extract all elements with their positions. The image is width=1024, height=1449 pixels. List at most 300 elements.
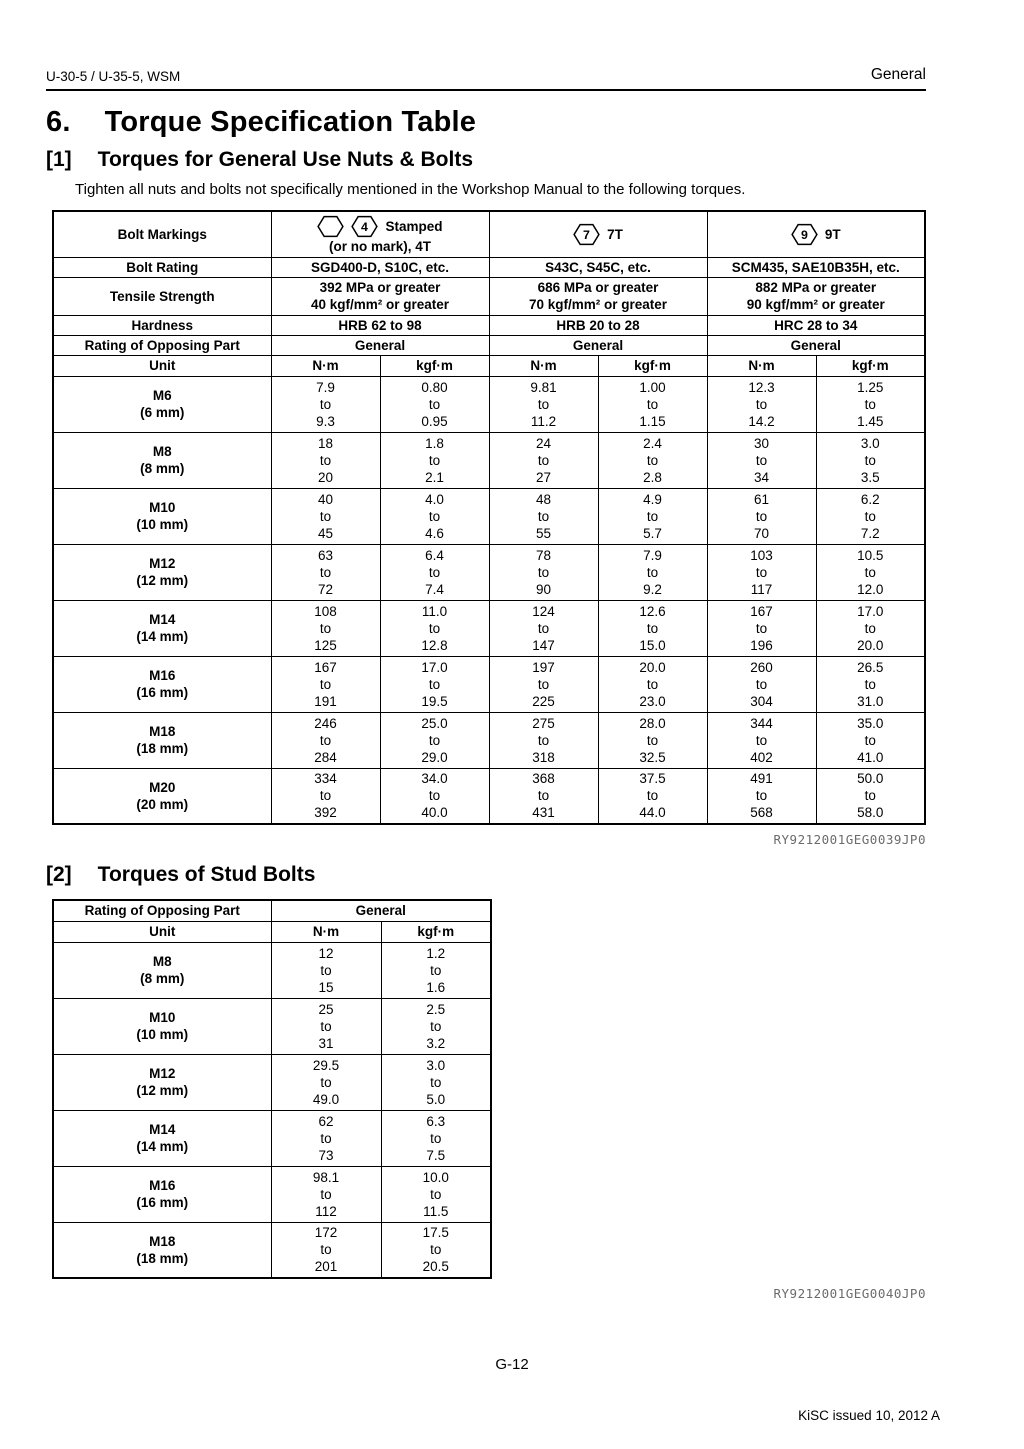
torque-max: 1.15 <box>639 413 666 429</box>
hardness-value: HRB 20 to 28 <box>489 315 707 335</box>
torque-max: 23.0 <box>639 693 666 709</box>
bolt-size-cell <box>53 1166 271 1222</box>
torque-max: 2.8 <box>643 469 662 485</box>
marking-9t-cell <box>707 211 925 257</box>
range-to-label: to <box>428 564 441 580</box>
torque-max: 191 <box>314 693 337 709</box>
torque-range-cell <box>707 656 816 712</box>
torque-max: 45 <box>317 525 334 541</box>
table-row <box>53 488 925 544</box>
torque-min: 6.4 <box>425 547 444 563</box>
torque-min: 10.5 <box>857 547 884 563</box>
bolt-size-cell <box>53 942 271 998</box>
torque-max: 90 <box>535 581 552 597</box>
general-torque-table-head <box>53 211 925 376</box>
tensile-line2: 70 kgf/mm² or greater <box>528 297 668 312</box>
torque-range-cell <box>489 488 598 544</box>
torque-range-cell <box>380 600 489 656</box>
torque-max: 3.2 <box>426 1035 446 1051</box>
torque-min: 25 <box>318 1001 334 1017</box>
bolt-size-mm: (14 mm) <box>136 629 189 644</box>
torque-max: 14.2 <box>748 413 775 429</box>
bolt-size-cell <box>53 998 271 1054</box>
range-to-label: to <box>319 396 332 412</box>
bolt-size-mm: (12 mm) <box>136 573 189 588</box>
range-to-label: to <box>646 788 659 804</box>
torque-max: 5.0 <box>426 1091 446 1107</box>
torque-min: 491 <box>750 771 773 787</box>
bolt-size: M18 <box>149 1233 176 1249</box>
hardness-value: HRC 28 to 34 <box>707 315 925 335</box>
torque-max: 20.0 <box>857 637 884 653</box>
torque-max: 31.0 <box>857 693 884 709</box>
torque-range-cell <box>380 712 489 768</box>
torque-min: 2.4 <box>643 435 662 451</box>
range-to-label: to <box>864 676 876 692</box>
range-to-label: to <box>319 508 332 524</box>
general-torque-table <box>52 210 926 825</box>
range-to-label: to <box>428 396 441 412</box>
torque-range-cell <box>489 656 598 712</box>
torque-max: 5.7 <box>643 525 662 541</box>
subsection-2-number: [2] <box>46 863 72 886</box>
page-title <box>46 106 926 139</box>
torque-min: 1.2 <box>426 945 446 961</box>
torque-range-cell <box>598 432 707 488</box>
torque-range-cell <box>816 600 925 656</box>
torque-min: 63 <box>317 547 334 563</box>
marking-text-2: (or no mark), 4T <box>328 238 431 254</box>
tensile-line1: 686 MPa or greater <box>537 280 659 295</box>
bolt-size: M18 <box>149 724 176 739</box>
torque-min: 260 <box>750 659 773 675</box>
torque-min: 25.0 <box>421 715 448 731</box>
range-to-label: to <box>430 1130 442 1146</box>
bolt-size-mm: (12 mm) <box>136 1083 189 1098</box>
bolt-size-mm: (6 mm) <box>140 405 185 420</box>
rating-of-opposing-part-row <box>53 335 925 355</box>
torque-min: 103 <box>750 547 773 563</box>
torque-min: 24 <box>535 435 552 451</box>
torque-min: 98.1 <box>312 1169 340 1185</box>
range-to-label: to <box>319 676 332 692</box>
row-header-tensile-strength: Tensile Strength <box>53 277 271 315</box>
section-title: Torque Specification Table <box>104 106 477 138</box>
range-to-label: to <box>430 1186 442 1202</box>
torque-range-cell <box>271 712 380 768</box>
range-to-label: to <box>646 732 659 748</box>
subsection-2-heading <box>46 863 926 887</box>
bolt-rating-value: SCM435, SAE10B35H, etc. <box>707 257 925 277</box>
hexagon-4-icon <box>351 215 378 238</box>
range-to-label: to <box>646 676 659 692</box>
torque-min: 6.3 <box>426 1113 446 1129</box>
unit-nm-header: N·m <box>271 921 381 942</box>
torque-max: 1.45 <box>857 413 884 429</box>
torque-range-cell <box>380 376 489 432</box>
tensile-value <box>271 277 489 315</box>
hardness-value: HRB 62 to 98 <box>271 315 489 335</box>
torque-range-cell <box>598 376 707 432</box>
torque-min: 20.0 <box>639 659 666 675</box>
torque-range-cell <box>816 376 925 432</box>
table-row <box>53 942 491 998</box>
torque-min: 2.5 <box>426 1001 446 1017</box>
range-to-label: to <box>755 508 768 524</box>
range-to-label: to <box>864 788 876 804</box>
opposing-part-value: General <box>707 335 925 355</box>
bolt-rating-value: S43C, S45C, etc. <box>489 257 707 277</box>
marking-text: Stamped <box>385 218 443 234</box>
torque-range-cell <box>271 1222 381 1278</box>
range-to-label: to <box>537 452 550 468</box>
torque-min: 37.5 <box>639 771 666 787</box>
torque-max: 34 <box>753 469 770 485</box>
torque-max: 20.5 <box>422 1259 449 1275</box>
bolt-size-mm: (10 mm) <box>136 1027 189 1042</box>
torque-min: 35.0 <box>857 715 884 731</box>
torque-range-cell <box>381 998 491 1054</box>
torque-range-cell <box>816 544 925 600</box>
torque-min: 7.9 <box>316 379 335 395</box>
torque-range-cell <box>381 1110 491 1166</box>
section-number: 6. <box>46 106 71 138</box>
torque-max: 11.2 <box>530 413 557 429</box>
tensile-line2: 90 kgf/mm² or greater <box>746 297 885 312</box>
range-to-label: to <box>428 508 441 524</box>
table-row <box>53 600 925 656</box>
torque-range-cell <box>598 656 707 712</box>
intro-text: Tighten all nuts and bolts not specifically mentioned in the Workshop Manual to the following torques. <box>75 181 746 198</box>
tensile-line2: 40 kgf/mm² or greater <box>310 297 450 312</box>
torque-max: 12.0 <box>857 581 884 597</box>
hexagon-9-icon <box>791 223 818 246</box>
torque-max: 2.1 <box>425 469 444 485</box>
torque-range-cell <box>271 768 380 824</box>
stud-bolt-torque-table <box>52 899 492 1279</box>
range-to-label: to <box>646 564 659 580</box>
torque-range-cell <box>381 1222 491 1278</box>
unit-kgfm-header: kgf·m <box>381 921 491 942</box>
torque-max: 392 <box>314 805 337 821</box>
torque-range-cell <box>816 768 925 824</box>
torque-max: 125 <box>314 637 337 653</box>
range-to-label: to <box>755 564 768 580</box>
marking-7t-cell <box>489 211 707 257</box>
torque-range-cell <box>489 768 598 824</box>
torque-max: 3.5 <box>860 469 880 485</box>
torque-max: 55 <box>535 525 552 541</box>
range-to-label: to <box>864 508 876 524</box>
range-to-label: to <box>320 1018 332 1034</box>
range-to-label: to <box>428 452 441 468</box>
torque-range-cell <box>707 712 816 768</box>
row-header-rating-of-opposing-part: Rating of Opposing Part <box>53 335 271 355</box>
unit-kgfm-header: kgf·m <box>380 355 489 376</box>
unit-nm-header: N·m <box>271 355 380 376</box>
torque-max: 15 <box>318 979 334 995</box>
torque-max: 147 <box>532 637 555 653</box>
torque-max: 9.3 <box>316 413 335 429</box>
bolt-size-mm: (16 mm) <box>136 685 189 700</box>
torque-range-cell <box>707 488 816 544</box>
torque-max: 44.0 <box>639 805 666 821</box>
range-to-label: to <box>319 620 332 636</box>
range-to-label: to <box>755 788 768 804</box>
range-to-label: to <box>320 1074 332 1090</box>
torque-max: 402 <box>750 749 773 765</box>
range-to-label: to <box>864 620 876 636</box>
bolt-size: M6 <box>152 388 172 403</box>
torque-min: 167 <box>750 603 773 619</box>
table-row <box>53 712 925 768</box>
torque-max: 0.95 <box>421 413 448 429</box>
torque-max: 304 <box>750 693 773 709</box>
torque-range-cell <box>271 432 380 488</box>
unit-row <box>53 355 925 376</box>
range-to-label: to <box>537 788 550 804</box>
bolt-size-cell <box>53 544 271 600</box>
table-row <box>53 1222 491 1278</box>
torque-min: 167 <box>314 659 337 675</box>
torque-range-cell <box>271 488 380 544</box>
bolt-size: M12 <box>149 1066 176 1081</box>
torque-range-cell <box>816 432 925 488</box>
bolt-size-mm: (18 mm) <box>136 1250 189 1266</box>
table-row <box>53 1110 491 1166</box>
unit-kgfm-header: kgf·m <box>598 355 707 376</box>
hardness-row <box>53 315 925 335</box>
tensile-line1: 392 MPa or greater <box>319 280 441 295</box>
bolt-size: M16 <box>149 1178 176 1193</box>
torque-range-cell <box>380 768 489 824</box>
torque-min: 17.0 <box>857 603 884 619</box>
torque-range-cell <box>598 600 707 656</box>
range-to-label: to <box>320 1186 332 1202</box>
torque-min: 172 <box>314 1225 338 1241</box>
range-to-label: to <box>428 732 441 748</box>
bolt-size-mm: (8 mm) <box>140 971 185 986</box>
issue-note: KiSC issued 10, 2012 A <box>798 1408 940 1423</box>
tensile-value <box>707 277 925 315</box>
torque-min: 6.2 <box>860 491 880 507</box>
bolt-rating-value: SGD400-D, S10C, etc. <box>271 257 489 277</box>
row-header-bolt-markings: Bolt Markings <box>53 211 271 257</box>
hexagon-4-number: 4 <box>361 219 369 234</box>
bolt-size-cell <box>53 712 271 768</box>
torque-range-cell <box>271 544 380 600</box>
range-to-label: to <box>430 1018 442 1034</box>
torque-range-cell <box>271 600 380 656</box>
bolt-size-mm: (14 mm) <box>136 1139 189 1154</box>
range-to-label: to <box>646 620 659 636</box>
hexagon-7-number: 7 <box>583 227 591 242</box>
bolt-size-cell <box>53 656 271 712</box>
range-to-label: to <box>864 452 876 468</box>
torque-max: 49.0 <box>312 1091 340 1107</box>
range-to-label: to <box>755 620 768 636</box>
torque-range-cell <box>271 376 380 432</box>
torque-min: 28.0 <box>639 715 666 731</box>
torque-min: 61 <box>753 491 770 507</box>
bolt-size-mm: (10 mm) <box>136 517 189 532</box>
bolt-size-mm: (20 mm) <box>136 796 189 812</box>
range-to-label: to <box>320 1130 332 1146</box>
range-to-label: to <box>755 396 768 412</box>
bolt-size-cell <box>53 1222 271 1278</box>
range-to-label: to <box>320 962 332 978</box>
bolt-size: M12 <box>149 556 176 571</box>
range-to-label: to <box>864 732 876 748</box>
bolt-size: M14 <box>149 1122 176 1137</box>
torque-max: 9.2 <box>643 581 662 597</box>
figure-code-2: RY9212001GEG0040JP0 <box>773 1286 926 1301</box>
range-to-label: to <box>319 564 332 580</box>
torque-range-cell <box>380 544 489 600</box>
torque-max: 117 <box>750 581 773 597</box>
opposing-part-value: General <box>271 335 489 355</box>
torque-range-cell <box>271 998 381 1054</box>
torque-range-cell <box>489 600 598 656</box>
table-row <box>53 432 925 488</box>
range-to-label: to <box>646 508 659 524</box>
range-to-label: to <box>537 676 550 692</box>
torque-min: 3.0 <box>860 435 880 451</box>
row-header-unit: Unit <box>53 355 271 376</box>
torque-range-cell <box>707 432 816 488</box>
torque-range-cell <box>707 376 816 432</box>
subsection-1-heading <box>46 148 926 172</box>
tensile-value <box>489 277 707 315</box>
unit-nm-header: N·m <box>707 355 816 376</box>
torque-min: 12.6 <box>639 603 666 619</box>
bolt-size: M10 <box>149 1010 176 1025</box>
torque-range-cell <box>380 432 489 488</box>
torque-min: 124 <box>532 603 555 619</box>
figure-code-1: RY9212001GEG0039JP0 <box>773 832 926 847</box>
torque-min: 78 <box>535 547 552 563</box>
torque-min: 17.0 <box>421 659 448 675</box>
torque-max: 29.0 <box>421 749 448 765</box>
torque-min: 50.0 <box>857 771 884 787</box>
bolt-size-cell <box>53 432 271 488</box>
tensile-strength-row <box>53 277 925 315</box>
torque-max: 7.4 <box>425 581 444 597</box>
torque-min: 9.81 <box>530 379 557 395</box>
torque-min: 48 <box>535 491 552 507</box>
torque-min: 12 <box>318 945 334 961</box>
torque-range-cell <box>489 376 598 432</box>
torque-min: 4.0 <box>425 491 444 507</box>
subsection-2-title: Torques of Stud Bolts <box>97 863 316 886</box>
torque-range-cell <box>271 942 381 998</box>
torque-min: 1.25 <box>857 379 884 395</box>
torque-range-cell <box>816 656 925 712</box>
torque-max: 31 <box>318 1035 334 1051</box>
opposing-part-value: General <box>489 335 707 355</box>
torque-max: 15.0 <box>639 637 666 653</box>
torque-range-cell <box>380 656 489 712</box>
rating-of-opposing-part-row <box>53 900 491 921</box>
bolt-size: M8 <box>152 444 172 459</box>
torque-min: 10.0 <box>422 1169 449 1185</box>
range-to-label: to <box>537 620 550 636</box>
torque-min: 34.0 <box>421 771 448 787</box>
torque-range-cell <box>381 942 491 998</box>
torque-min: 7.9 <box>643 547 662 563</box>
range-to-label: to <box>428 620 441 636</box>
stud-bolt-table-body <box>53 942 491 1278</box>
torque-min: 26.5 <box>857 659 884 675</box>
torque-max: 1.6 <box>426 979 446 995</box>
torque-range-cell <box>598 768 707 824</box>
bolt-rating-row <box>53 257 925 277</box>
table-row <box>53 998 491 1054</box>
bolt-size: M14 <box>149 612 176 627</box>
range-to-label: to <box>430 1242 442 1258</box>
table-row <box>53 376 925 432</box>
torque-max: 201 <box>314 1259 338 1275</box>
range-to-label: to <box>755 676 768 692</box>
torque-min: 29.5 <box>312 1057 340 1073</box>
range-to-label: to <box>319 452 332 468</box>
torque-min: 3.0 <box>426 1057 446 1073</box>
unit-nm-header: N·m <box>489 355 598 376</box>
hexagon-plain-icon <box>317 215 344 238</box>
torque-max: 32.5 <box>639 749 666 765</box>
table-row <box>53 544 925 600</box>
hexagon-7-icon <box>573 223 600 246</box>
torque-range-cell <box>271 656 380 712</box>
header-model-code: U-30-5 / U-35-5, WSM <box>46 69 181 84</box>
row-header-bolt-rating: Bolt Rating <box>53 257 271 277</box>
torque-min: 1.8 <box>425 435 444 451</box>
row-header-unit: Unit <box>53 921 271 942</box>
range-to-label: to <box>430 962 442 978</box>
torque-min: 40 <box>317 491 334 507</box>
bolt-size-cell <box>53 376 271 432</box>
torque-min: 368 <box>532 771 555 787</box>
table-row <box>53 1054 491 1110</box>
torque-range-cell <box>380 488 489 544</box>
bolt-size: M8 <box>152 954 172 969</box>
torque-min: 246 <box>314 715 337 731</box>
torque-max: 431 <box>532 805 555 821</box>
torque-min: 4.9 <box>643 491 662 507</box>
general-torque-table-body <box>53 376 925 824</box>
torque-range-cell <box>707 544 816 600</box>
range-to-label: to <box>428 788 441 804</box>
torque-max: 40.0 <box>421 805 448 821</box>
torque-max: 58.0 <box>857 805 884 821</box>
opposing-part-value: General <box>271 900 491 921</box>
marking-text: 7T <box>607 226 623 242</box>
header-chapter: General <box>870 66 926 83</box>
row-header-rating-of-opposing-part: Rating of Opposing Part <box>53 900 271 921</box>
torque-range-cell <box>381 1054 491 1110</box>
range-to-label: to <box>537 508 550 524</box>
torque-min: 62 <box>318 1113 334 1129</box>
torque-min: 18 <box>317 435 334 451</box>
header-rule <box>46 89 926 91</box>
bolt-size-cell <box>53 1110 271 1166</box>
torque-range-cell <box>598 544 707 600</box>
range-to-label: to <box>319 788 332 804</box>
torque-min: 0.80 <box>421 379 448 395</box>
range-to-label: to <box>537 396 550 412</box>
bolt-size-cell <box>53 768 271 824</box>
torque-range-cell <box>598 712 707 768</box>
